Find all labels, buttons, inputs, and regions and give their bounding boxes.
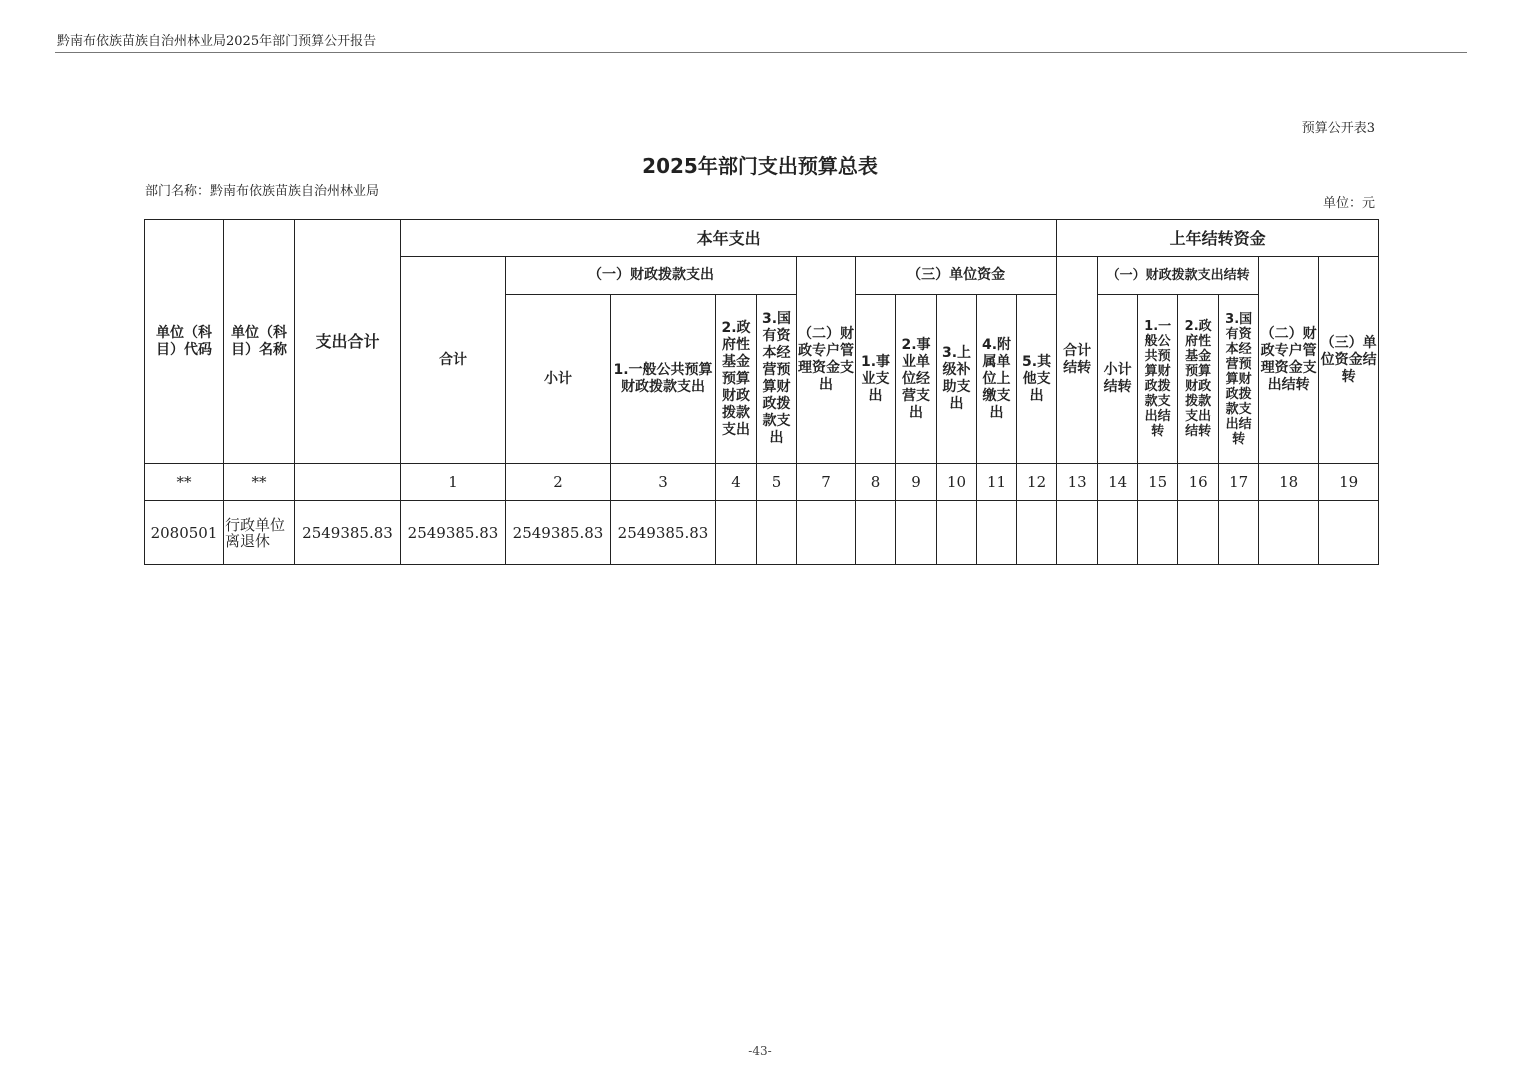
header-unit-operating: 2.事业单位经营支出 (896, 295, 937, 464)
index-cell: 15 (1138, 464, 1178, 501)
header-fiscal-general: 1.一般公共预算财政拨款支出 (611, 295, 716, 464)
empty-cell (1057, 501, 1098, 565)
header-unit-code: 单位（科目）代码 (145, 220, 224, 464)
empty-cell (856, 501, 896, 565)
empty-cell (896, 501, 937, 565)
index-cell: 8 (856, 464, 896, 501)
unit-label: 单位：元 (1322, 196, 1375, 211)
index-cell: 10 (937, 464, 977, 501)
header-divider (55, 52, 1467, 53)
header-unit-name: 单位（科目）名称 (224, 220, 295, 464)
empty-cell (977, 501, 1017, 565)
index-cell: 17 (1219, 464, 1259, 501)
index-cell: 1 (401, 464, 506, 501)
index-cell: 13 (1057, 464, 1098, 501)
index-cell: 11 (977, 464, 1017, 501)
index-cell: 4 (716, 464, 757, 501)
index-cell: 9 (896, 464, 937, 501)
header-carryover-general: 1.一般公共预算财政拨款支出结转 (1138, 295, 1178, 464)
header-carryover-unit-funds: （三）单位资金结转 (1319, 257, 1379, 464)
empty-cell (1259, 501, 1319, 565)
header-special-account-funds: （二）财政专户管理资金支出 (797, 257, 856, 464)
empty-cell (1017, 501, 1057, 565)
header-carryover-gov-fund: 2.政府性基金预算财政拨款支出结转 (1178, 295, 1219, 464)
empty-cell (1319, 501, 1379, 565)
empty-cell (937, 501, 977, 565)
table-number: 预算公开表3 (1301, 121, 1375, 136)
row-total: 2549385.83 (295, 501, 401, 565)
index-cell: 14 (1098, 464, 1138, 501)
index-cell: ** (224, 464, 295, 501)
table-row (145, 501, 1379, 565)
index-cell: 16 (1178, 464, 1219, 501)
header-unit-subsidiary-remit: 4.附属单位上缴支出 (977, 295, 1017, 464)
page-number: -43- (748, 1044, 772, 1058)
empty-cell (757, 501, 797, 565)
empty-cell (1178, 501, 1219, 565)
index-cell: 7 (797, 464, 856, 501)
page-title: 2025年部门支出预算总表 (642, 154, 878, 178)
header-carryover-subtotal: 小计结转 (1098, 295, 1138, 464)
index-cell: 2 (506, 464, 611, 501)
row-code: 2080501 (145, 501, 224, 565)
empty-cell (797, 501, 856, 565)
header-fiscal-gov-fund: 2.政府性基金预算财政拨款支出 (716, 295, 757, 464)
department-name: 部门名称：黔南布依族苗族自治州林业局 (145, 184, 380, 199)
empty-cell (1098, 501, 1138, 565)
row-name: 行政单位离退休 (224, 501, 295, 565)
header-total-expenditure: 支出合计 (295, 220, 401, 464)
header-carryover-state-capital: 3.国有资本经营预算财政拨款支出结转 (1219, 295, 1259, 464)
header-current-year-expenditure: 本年支出 (401, 220, 1057, 257)
index-cell: 12 (1017, 464, 1057, 501)
index-cell: 3 (611, 464, 716, 501)
index-cell: ** (145, 464, 224, 501)
index-cell: 18 (1259, 464, 1319, 501)
header-carryover-fiscal: （一）财政拨款支出结转 (1098, 257, 1259, 295)
row-fiscal-general: 2549385.83 (611, 501, 716, 565)
empty-cell (1219, 501, 1259, 565)
row-current-sum: 2549385.83 (401, 501, 506, 565)
header-unit-funds: （三）单位资金 (856, 257, 1057, 295)
empty-cell (1138, 501, 1178, 565)
header-unit-business: 1.事业支出 (856, 295, 896, 464)
header-carryover-sum: 合计结转 (1057, 257, 1098, 464)
header-unit-other: 5.其他支出 (1017, 295, 1057, 464)
header-fiscal-subtotal: 小计 (506, 295, 611, 464)
header-current-sum: 合计 (401, 257, 506, 464)
header-fiscal-state-capital: 3.国有资本经营预算财政拨款支出 (757, 295, 797, 464)
header-unit-superior-subsidy: 3.上级补助支出 (937, 295, 977, 464)
header-prior-year-carryover: 上年结转资金 (1057, 220, 1379, 257)
expenditure-budget-table (144, 219, 1379, 565)
header-carryover-special: （二）财政专户管理资金支出结转 (1259, 257, 1319, 464)
report-header-title: 黔南布依族苗族自治州林业局2025年部门预算公开报告 (57, 34, 377, 49)
index-cell (295, 464, 401, 501)
header-fiscal-appropriation: （一）财政拨款支出 (506, 257, 797, 295)
index-cell: 19 (1319, 464, 1379, 501)
row-fiscal-subtotal: 2549385.83 (506, 501, 611, 565)
index-row (145, 464, 1379, 501)
index-cell: 5 (757, 464, 797, 501)
empty-cell (716, 501, 757, 565)
